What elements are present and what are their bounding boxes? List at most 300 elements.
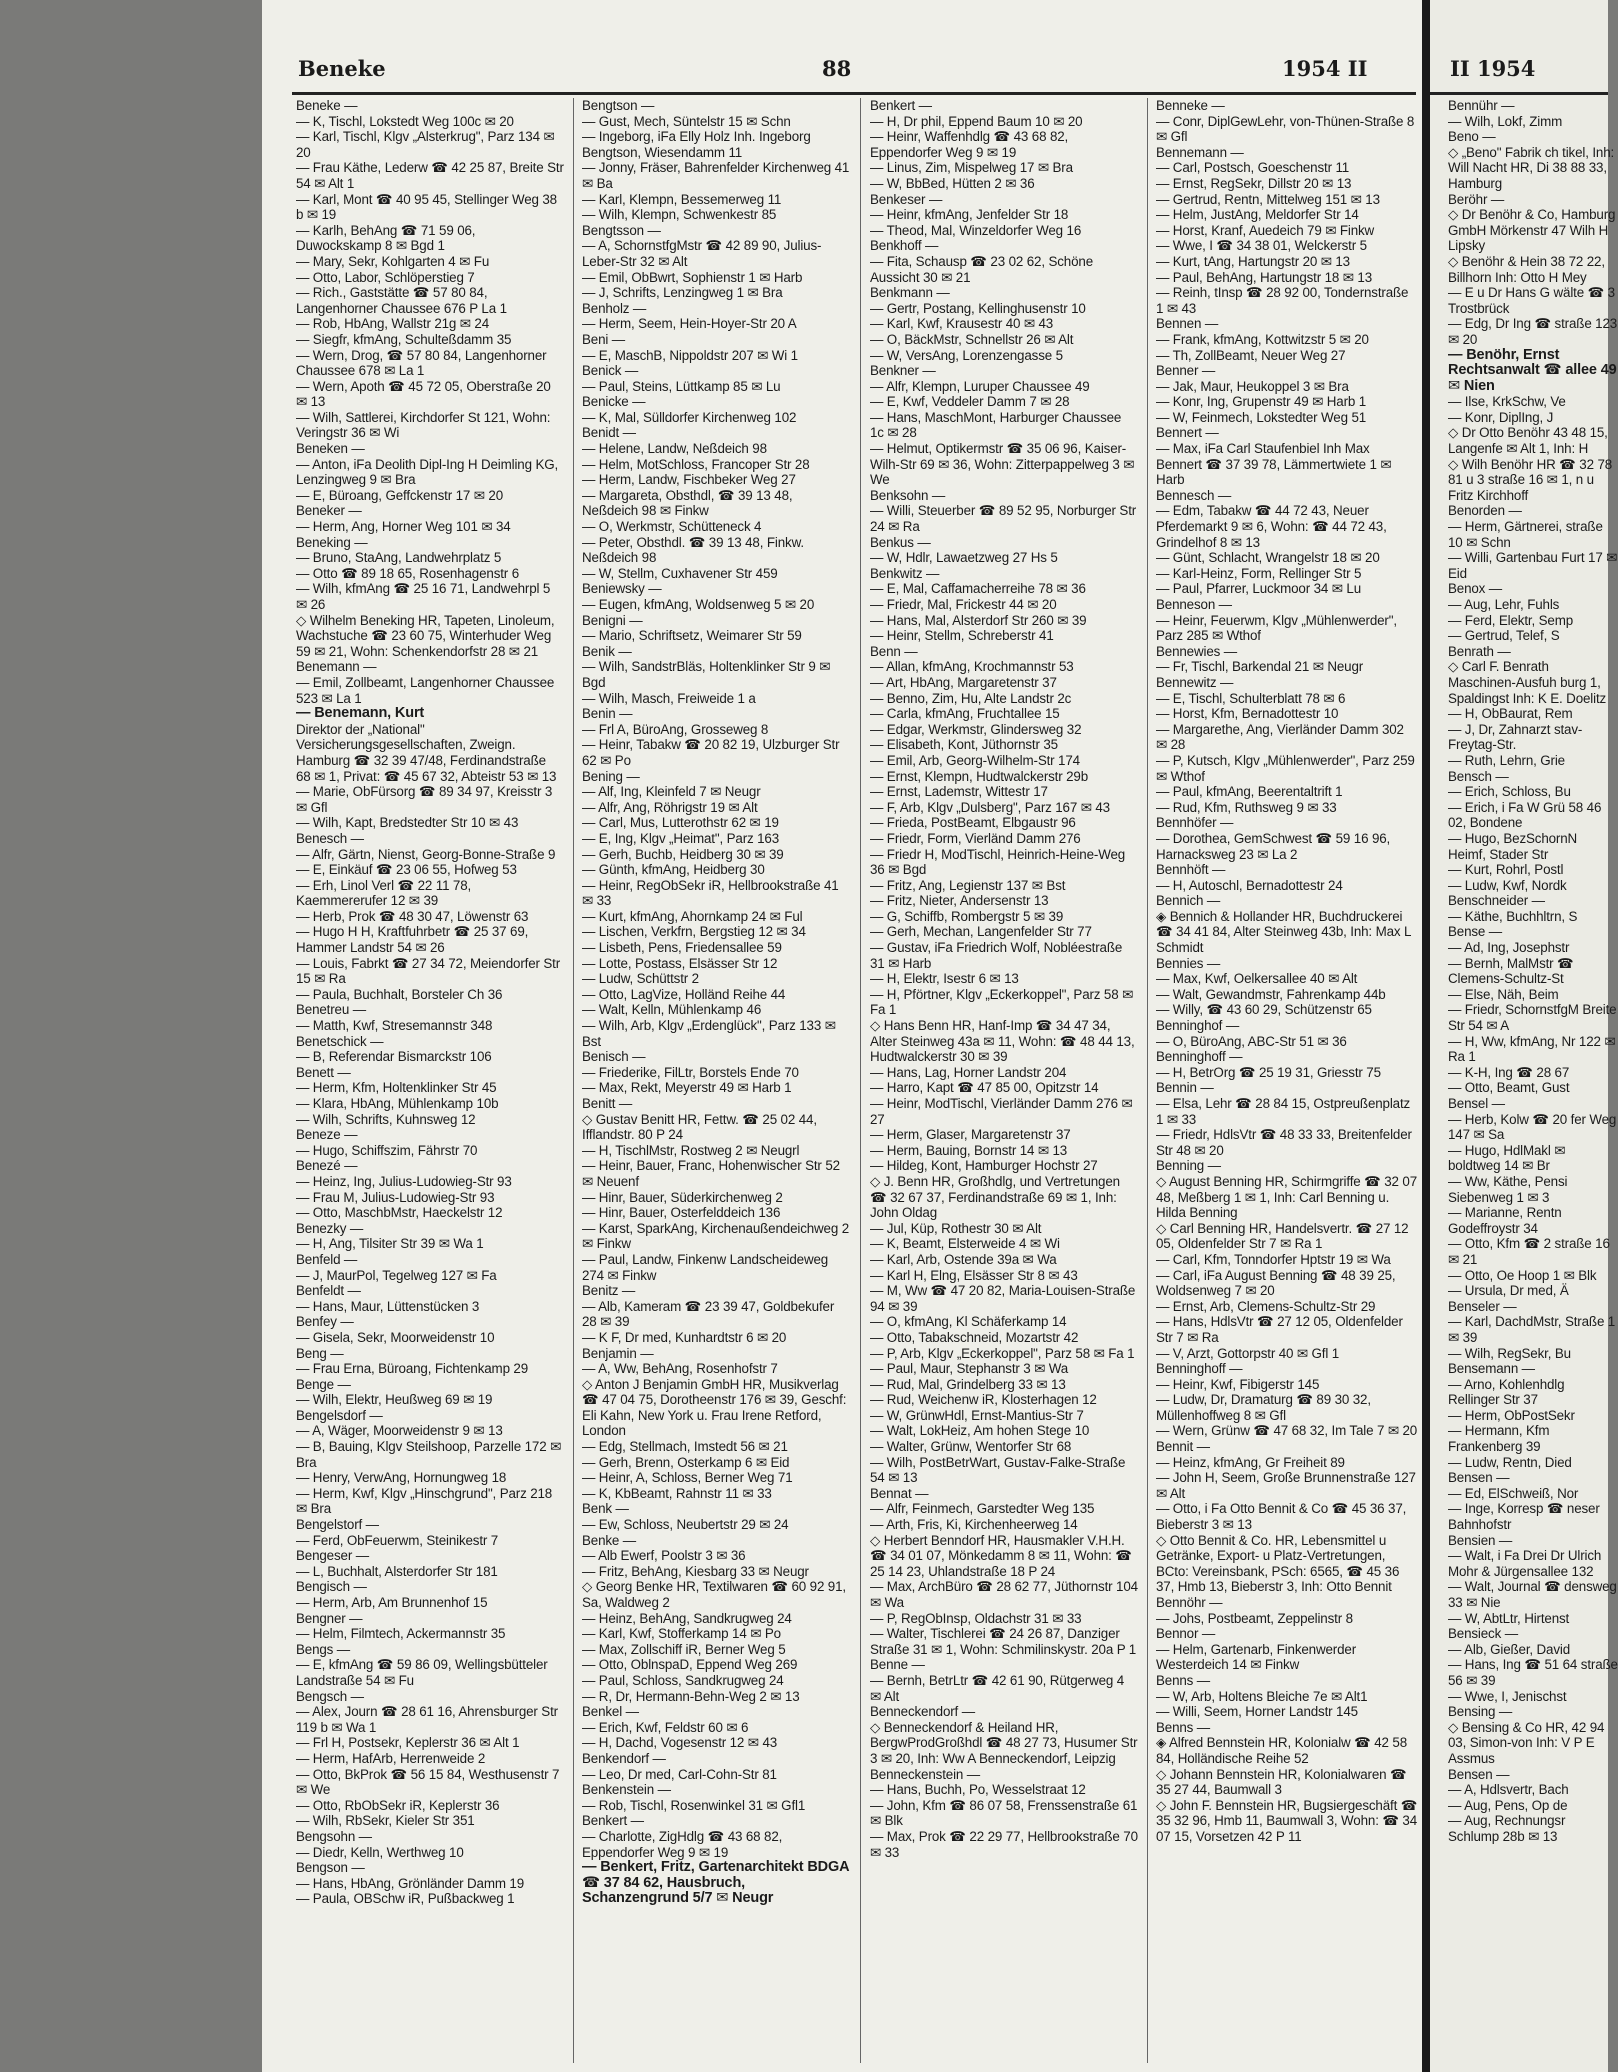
directory-entry: — E, kfmAng ☎ 59 86 09, Wellingsbütteler Landstraße 54 ✉ Fu xyxy=(296,1657,548,1688)
column-divider xyxy=(1147,98,1148,2063)
directory-entry: Bennemann — xyxy=(1156,144,1244,160)
directory-entry: — Kurt, Rohrl, Postl xyxy=(1448,862,1564,878)
directory-entry: — W, BbBed, Hütten 2 ✉ 36 xyxy=(870,175,1035,191)
directory-entry: — Ludw, Kwf, Nordk xyxy=(1448,877,1567,893)
directory-entry: — Karl H, Elng, Elsässer Str 8 ✉ 43 xyxy=(870,1267,1078,1283)
directory-entry: Benning — xyxy=(1156,1158,1221,1174)
directory-entry: Bennöhr — xyxy=(1156,1595,1223,1610)
directory-entry: — W, Stellm, Cuxhavener Str 459 xyxy=(582,565,778,581)
directory-entry: — Erich, Kwf, Feldstr 60 ✉ 6 xyxy=(582,1719,749,1735)
directory-entry: — Siegfr, kfmAng, Schulteßdamm 35 xyxy=(296,331,512,347)
directory-entry: — E, Ing, Klgv „Heimat", Parz 163 xyxy=(582,830,780,846)
directory-entry: Benkeser — xyxy=(870,191,943,207)
directory-entry: Bengner — xyxy=(296,1610,363,1626)
directory-entry: — Ludw, Dr, Dramaturg ☎ 89 30 32, Müllenhoffweg 8 ✉ Gfl xyxy=(1156,1392,1371,1423)
directory-entry: Beno — xyxy=(1448,129,1496,145)
directory-entry: — Alf, Ing, Kleinfeld 7 ✉ Neugr xyxy=(582,784,761,800)
directory-entry: — Wilh, Kapt, Bredstedter Str 10 ✉ 43 xyxy=(296,815,519,831)
directory-entry: — Friederike, FilLtr, Borstels Ende 70 xyxy=(582,1064,799,1080)
directory-entry: Benns — xyxy=(1156,1719,1211,1735)
directory-entry: — Friedr H, ModTischl, Heinrich-Heine-Weg 36 ✉ Bgd xyxy=(870,846,1126,878)
directory-entry: — Bernh, MalMstr ☎ Clemens-Schultz-St xyxy=(1448,955,1574,987)
directory-entry: — Horst, Kranf, Auedeich 79 ✉ Finkw xyxy=(1156,222,1375,238)
directory-entry: — Th, ZollBeamt, Neuer Weg 27 xyxy=(1156,347,1346,363)
directory-entry: — Fritz, Nieter, Andersenstr 13 xyxy=(870,893,1049,909)
directory-entry: Benner — xyxy=(1156,363,1216,379)
directory-entry: — W, AbtLtr, Hirtenst xyxy=(1448,1610,1570,1626)
directory-entry: — Mary, Sekr, Kohlgarten 4 ✉ Fu xyxy=(296,253,490,269)
directory-entry: Beröhr — xyxy=(1448,191,1505,207)
directory-entry: — E, Einkäuf ☎ 23 06 55, Hofweg 53 xyxy=(296,862,517,878)
directory-entry: — Frl H, Postsekr, Keplerstr 36 ✉ Alt 1 xyxy=(296,1735,520,1751)
directory-entry: — E u Dr Hans G wälte ☎ 3 Trostbrück xyxy=(1448,285,1615,316)
directory-entry: — Emil, Arb, Georg-Wilhelm-Str 174 xyxy=(870,752,1080,768)
directory-entry: — Klara, HbAng, Mühlenkamp 10b xyxy=(296,1096,499,1111)
directory-entry: Bensel — xyxy=(1448,1096,1505,1111)
directory-entry: Bennies — xyxy=(1156,955,1221,971)
directory-entry: — Harro, Kapt ☎ 47 85 00, Opitzstr 14 xyxy=(870,1080,1099,1096)
running-head-year: 1954 II xyxy=(1282,56,1368,81)
directory-entry: — Gertr, Postang, Kellinghusenstr 10 xyxy=(870,300,1086,316)
directory-entry: — John H, Seem, Große Brunnenstraße 127 ✉ Alt xyxy=(1156,1470,1416,1501)
directory-entry: Benitt — xyxy=(582,1096,633,1111)
directory-entry: — A, SchornstfgMstr ☎ 42 89 90, Julius-Leber-Str 32 ✉ Alt xyxy=(582,238,822,269)
directory-entry: Benk — xyxy=(582,1501,629,1517)
directory-entry: — Hans, Mal, Alsterdorf Str 260 ✉ 39 xyxy=(870,612,1087,628)
directory-entry: — W, VersAng, Lorenzengasse 5 xyxy=(870,347,1063,363)
directory-entry: — Rich., Gaststätte ☎ 57 80 84, Langenhorner Chaussee 676 P La 1 xyxy=(296,285,507,316)
directory-entry: — Herb, Prok ☎ 48 30 47, Löwenstr 63 xyxy=(296,908,529,924)
directory-entry: — Hildeg, Kont, Hamburger Hochstr 27 xyxy=(870,1158,1098,1174)
directory-entry: — Alb Ewerf, Poolstr 3 ✉ 36 xyxy=(582,1548,746,1564)
directory-entry: — Karl, Mont ☎ 40 95 45, Stellinger Weg 38 b ✉ 19 xyxy=(296,191,557,223)
directory-entry: — Otto, Beamt, Gust xyxy=(1448,1080,1570,1096)
directory-entry: — Wilh, SandstrBläs, Holtenklinker Str 9 ✉ Bgd xyxy=(582,659,831,690)
directory-entry: ◇ Otto Bennit & Co. HR, Lebensmittel u Getränke, Export- u Platz-Vertretungen, BCto: Vereinsbank, PSch: 6565, ☎ 45 36 37, Hmb 13, Bieberstr 3, Inh: Otto Bennit xyxy=(1156,1532,1400,1595)
directory-entry: Bening — xyxy=(582,768,640,784)
directory-entry: — Else, Näh, Beim xyxy=(1448,986,1559,1002)
directory-entry: Benninghoff — xyxy=(1156,1049,1243,1065)
running-head-year-right: II 1954 xyxy=(1450,56,1536,81)
directory-entry: — O, BäckMstr, Schnellstr 26 ✉ Alt xyxy=(870,331,1074,347)
directory-entry: Beneker — xyxy=(296,503,362,519)
directory-entry: Benns — xyxy=(1156,1672,1211,1688)
directory-entry: — Ferd, Elektr, Semp xyxy=(1448,612,1573,628)
directory-entry: Benemann — xyxy=(296,659,377,675)
directory-entry: Benidt — xyxy=(582,425,636,441)
directory-entry: — Fritz, Ang, Legienstr 137 ✉ Bst xyxy=(870,877,1066,893)
directory-entry: — G, Schiffb, Rombergstr 5 ✉ 39 xyxy=(870,908,1064,924)
directory-entry: — Bruno, StaAng, Landwehrplatz 5 xyxy=(296,550,502,566)
directory-entry: — Herm, HafArb, Herrenweide 2 xyxy=(296,1750,486,1766)
directory-entry: Benfeldt — xyxy=(296,1283,361,1299)
directory-entry: — Herb, Kolw ☎ 20 fer Weg 147 ✉ Sa xyxy=(1448,1111,1617,1143)
directory-entry: — E, Mal, Caffamacherreihe 78 ✉ 36 xyxy=(870,581,1086,597)
directory-entry: — Mario, Schriftsetz, Weimarer Str 59 xyxy=(582,628,802,644)
directory-entry: Bengelsdorf — xyxy=(296,1407,383,1423)
directory-entry: — Otto, Labor, Schlöperstieg 7 xyxy=(296,269,475,285)
directory-entry: — Wilh, Lokf, Zimm xyxy=(1448,113,1563,129)
directory-entry: — Hinr, Bauer, Süderkirchenweg 2 xyxy=(582,1189,783,1205)
directory-entry: Benisch — xyxy=(582,1049,646,1065)
directory-entry: — Hans, Buchh, Po, Wesselstraat 12 xyxy=(870,1782,1086,1798)
directory-entry: ◈ Bennich & Hollander HR, Buchdruckerei ☎ 34 41 84, Alter Steinweg 43b, Inh: Max L Schmidt xyxy=(1156,908,1411,956)
directory-entry: — Heinz, BehAng, Sandkrugweg 24 xyxy=(582,1610,792,1626)
directory-entry: — Käthe, Buchhltrn, S xyxy=(1448,908,1578,924)
directory-entry: — Helm, Filmtech, Ackermannstr 35 xyxy=(296,1626,506,1642)
directory-entry: — F, Arb, Klgv „Dulsberg", Parz 167 ✉ 43 xyxy=(870,799,1110,815)
directory-entry: Bengelstorf — xyxy=(296,1517,379,1533)
directory-entry: Benholz — xyxy=(582,300,647,316)
directory-entry: — Walter, Grünw, Wentorfer Str 68 xyxy=(870,1439,1072,1455)
directory-entry: — Gerh, Brenn, Osterkamp 6 ✉ Eid xyxy=(582,1454,790,1470)
directory-entry: — Frau Käthe, Lederw ☎ 42 25 87, Breite Str 54 ✉ Alt 1 xyxy=(296,160,564,191)
directory-entry: — Conr, DiplGewLehr, von-Thünen-Straße 8 ✉ Gfl xyxy=(1156,113,1415,145)
directory-entry: — Paul, Pfarrer, Luckmoor 34 ✉ Lu xyxy=(1156,581,1361,597)
directory-entry: Bennat — xyxy=(870,1485,929,1501)
directory-entry: — Frau Erna, Büroang, Fichtenkamp 29 xyxy=(296,1361,529,1377)
directory-entry: — Günt, Schlacht, Wrangelstr 18 ✉ 20 xyxy=(1156,550,1380,566)
directory-entry: — Linus, Zim, Mispelweg 17 ✉ Bra xyxy=(870,160,1073,176)
directory-entry: Bensen — xyxy=(1448,1766,1510,1782)
directory-entry: — Otto, RbObSekr iR, Keplerstr 36 xyxy=(296,1797,500,1813)
directory-entry: — E, Tischl, Schulterblatt 78 ✉ 6 xyxy=(1156,690,1346,706)
directory-entry: — Carl, Postsch, Goeschenstr 11 xyxy=(1156,160,1350,176)
directory-entry: — W, Arb, Holtens Bleiche 7e ✉ Alt1 xyxy=(1156,1688,1368,1704)
directory-entry: — Paul, Landw, Finkenw Landscheideweg 274 ✉ Finkw xyxy=(582,1251,829,1283)
directory-entry: — Herm, Landw, Fischbeker Weg 27 xyxy=(582,472,796,488)
directory-entry: — H, Dachd, Vogesenstr 12 ✉ 43 xyxy=(582,1735,778,1751)
directory-entry: Bengs — xyxy=(296,1641,351,1657)
directory-entry: — J, Dr, Zahnarzt stav-Freytag-Str. xyxy=(1448,721,1583,753)
directory-entry: — O, BüroAng, ABC-Str 51 ✉ 36 xyxy=(1156,1033,1347,1049)
directory-entry: Benkwitz — xyxy=(870,565,940,581)
directory-entry: — Jak, Maur, Heukoppel 3 ✉ Bra xyxy=(1156,378,1349,394)
directory-entry: — Jonny, Fräser, Bahrenfelder Kirchenweg 41 ✉ Ba xyxy=(582,160,850,191)
directory-entry: — Heinr, Stellm, Schreberstr 41 xyxy=(870,628,1054,644)
directory-entry: — Heinr, Feuerwm, Klgv „Mühlenwerder", Parz 285 ✉ Wthof xyxy=(1156,612,1397,644)
directory-entry: — K, Tischl, Lokstedt Weg 100c ✉ 20 xyxy=(296,113,514,129)
directory-entry: — Fita, Schausp ☎ 23 02 62, Schöne Aussicht 30 ✉ 21 xyxy=(870,253,1093,285)
directory-entry: Benkus — xyxy=(870,534,931,550)
directory-entry: Bennewies — xyxy=(1156,643,1237,659)
directory-page-left xyxy=(262,0,1422,2072)
directory-entry: — Paula, OBSchw iR, Pußbackweg 1 xyxy=(296,1891,515,1907)
directory-entry: ◇ Dr Benöhr & Co, Hamburg GmbH Mörkenstr 47 Wilh H Lipsky xyxy=(1448,207,1616,254)
directory-entry: — Reinh, tInsp ☎ 28 92 00, Tondernstraße 1 ✉ 43 xyxy=(1156,285,1409,316)
column-4 xyxy=(1156,98,1418,2063)
directory-entry: — Paul, kfmAng, Beerentaltrift 1 xyxy=(1156,784,1343,800)
directory-entry: — Ed, ElSchweiß, Nor xyxy=(1448,1485,1579,1501)
running-head-name: Beneke xyxy=(298,56,386,81)
directory-entry: — Max, Rekt, Meyerstr 49 ✉ Harb 1 xyxy=(582,1080,792,1096)
directory-entry: — Carl, iFa August Benning ☎ 48 39 25, Woldsenweg 7 ✉ 20 xyxy=(1156,1267,1396,1299)
directory-entry: ◇ „Beno" Fabrik ch tikel, Inh: Will Nacht HR, Di 38 88 33, Hamburg xyxy=(1448,144,1615,191)
directory-entry: — Alb, Kameram ☎ 23 39 47, Goldbekufer 28 ✉ 39 xyxy=(582,1298,835,1330)
directory-entry: Bensen — xyxy=(1448,1470,1510,1486)
directory-entry: — R, Dr, Hermann-Behn-Weg 2 ✉ 13 xyxy=(582,1688,800,1704)
directory-entry: — Aug, Rechnungsr Schlump 28b ✉ 13 xyxy=(1448,1813,1566,1844)
directory-entry: Benkner — xyxy=(870,363,936,379)
page-number: 88 xyxy=(822,56,852,81)
directory-entry: — K, Beamt, Elsterweide 4 ✉ Wi xyxy=(870,1236,1060,1252)
directory-entry: — Otto, Kfm ☎ 2 straße 16 ✉ 21 xyxy=(1448,1236,1610,1267)
directory-entry: — Jul, Küp, Rothestr 30 ✉ Alt xyxy=(870,1220,1042,1236)
directory-entry: Benesch — xyxy=(296,830,364,846)
directory-entry: — Heinr, Bauer, Franc, Hohenwischer Str 52 ✉ Neuenf xyxy=(582,1158,840,1189)
directory-entry: — Kurt, kfmAng, Ahornkamp 24 ✉ Ful xyxy=(582,908,803,924)
directory-entry: — Herm, Bauing, Bornstr 14 ✉ 13 xyxy=(870,1142,1068,1158)
column-2 xyxy=(582,98,850,2063)
directory-entry: Benetschick — xyxy=(296,1033,384,1049)
directory-entry: Benin — xyxy=(582,706,633,722)
directory-entry: Benfey — xyxy=(296,1314,354,1330)
directory-entry: — Hugo, Schiffszim, Fährstr 70 xyxy=(296,1142,478,1158)
directory-entry: Benjamin — xyxy=(582,1345,654,1361)
directory-entry: — Herm, Kwf, Klgv „Hinschgrund", Parz 218 ✉ Bra xyxy=(296,1485,553,1517)
directory-entry: Benneson — xyxy=(1156,597,1232,612)
directory-entry: — Anton, iFa Deolith Dipl-Ing H Deimling KG, Lenzingweg 9 ✉ Bra xyxy=(296,456,559,488)
directory-entry: — Heinz, Ing, Julius-Ludowieg-Str 93 xyxy=(296,1173,512,1189)
directory-entry: Benezky — xyxy=(296,1220,364,1236)
directory-entry: Bennor — xyxy=(1156,1626,1216,1642)
directory-entry: — Helene, Landw, Neßdeich 98 xyxy=(582,441,767,457)
directory-entry: ◇ Georg Benke HR, Textilwaren ☎ 60 92 91, Sa, Waldweg 2 xyxy=(582,1579,846,1610)
directory-entry: — Diedr, Kelln, Werthweg 10 xyxy=(296,1844,464,1860)
directory-entry: — Art, HbAng, Margaretenstr 37 xyxy=(870,674,1057,690)
directory-entry: — Ursula, Dr med, Ä xyxy=(1448,1283,1569,1299)
directory-entry: — O, kfmAng, Kl Schäferkamp 14 xyxy=(870,1314,1067,1330)
directory-entry: — Willi, Seem, Horner Landstr 145 xyxy=(1156,1704,1358,1720)
directory-entry: Benneckendorf — xyxy=(870,1704,975,1720)
directory-entry: — Margareta, Obsthdl, ☎ 39 13 48, Neßdeich 98 ✉ Finkw xyxy=(582,487,793,519)
directory-entry: — Lischen, Verkfrn, Bergstieg 12 ✉ 34 xyxy=(582,924,806,940)
directory-entry: Bennhöfer — xyxy=(1156,815,1234,831)
directory-entry: — Karl, Tischl, Klgv „Alsterkrug", Parz 134 ✉ 20 xyxy=(296,129,555,160)
directory-entry: Benge — xyxy=(296,1376,351,1392)
directory-entry: Benneke — xyxy=(1156,98,1225,113)
directory-entry: — Allan, kfmAng, Krochmannstr 53 xyxy=(870,659,1074,675)
directory-entry: Benorden — xyxy=(1448,503,1522,519)
directory-entry: — Karlh, BehAng ☎ 71 59 06, Duwockskamp 8 ✉ Bgd 1 xyxy=(296,222,476,254)
directory-entry: Benfeld — xyxy=(296,1251,358,1267)
directory-entry: — A, Wäger, Moorweidenstr 9 ✉ 13 xyxy=(296,1423,503,1439)
directory-entry: — Wilh, Masch, Freiweide 1 a xyxy=(582,690,756,706)
directory-entry: — Karl, Klempn, Bessemerweg 11 xyxy=(582,191,782,207)
directory-entry: — Carla, kfmAng, Fruchtallee 15 xyxy=(870,706,1060,722)
directory-entry: ◇ Hans Benn HR, Hanf-Imp ☎ 34 47 34, Alter Steinweg 43a ✉ 11, Wohn: ☎ 48 44 13, Hudtwalckerstr 30 ✉ 39 xyxy=(870,1018,1135,1065)
directory-entry: — A, Ww, BehAng, Rosenhofstr 7 xyxy=(582,1361,778,1377)
directory-entry: — Wern, Drog, ☎ 57 80 84, Langenhorner Chaussee 678 ✉ La 1 xyxy=(296,347,547,379)
directory-entry: — Paul, Steins, Lüttkamp 85 ✉ Lu xyxy=(582,378,781,394)
directory-entry: — Heinz, kfmAng, Gr Freiheit 89 xyxy=(1156,1454,1345,1470)
directory-entry: — Karl-Heinz, Form, Rellinger Str 5 xyxy=(1156,565,1362,581)
directory-entry: ◇ John F. Bennstein HR, Bugsiergeschäft ☎ 35 32 96, Hmb 11, Baumwall 3, Wohn: ☎ 34 07 15, Vorsetzen 42 P 11 xyxy=(1156,1797,1418,1844)
directory-entry: — Wilh, kfmAng ☎ 25 16 71, Landwehrpl 5 ✉ 26 xyxy=(296,581,551,612)
directory-entry: Beneze — xyxy=(296,1127,358,1143)
directory-entry: — Paula, Buchhalt, Borsteler Ch 36 xyxy=(296,986,503,1002)
directory-entry: — Edg, Dr Ing ☎ straße 123 ✉ 20 xyxy=(1448,316,1618,347)
directory-entry: — Herm, Ang, Horner Weg 101 ✉ 34 xyxy=(296,519,511,535)
directory-entry: — Ingeborg, iFa Elly Holz Inh. Ingeborg Bengtson, Wiesendamm 11 xyxy=(582,129,811,160)
directory-page-right-edge xyxy=(1422,0,1618,2072)
directory-entry: — Wilh, PostBetrWart, Gustav-Falke-Straße 54 ✉ 13 xyxy=(870,1454,1126,1486)
directory-entry: — Arno, Kohlenhdlg Rellinger Str 37 xyxy=(1448,1376,1565,1408)
directory-entry: — Aug, Pens, Op de xyxy=(1448,1797,1568,1813)
directory-entry: — Inge, Korresp ☎ neser Bahnhofstr xyxy=(1448,1501,1600,1533)
directory-entry: — Paul, Schloss, Sandkrugweg 24 xyxy=(582,1672,784,1688)
directory-entry: ◇ J. Benn HR, Großhdlg, und Vertretungen ☎ 32 67 37, Ferdinandstraße 69 ✉ 1, Inh: John Oldag xyxy=(870,1173,1120,1221)
directory-entry: — Karl, Kwf, Stofferkamp 14 ✉ Po xyxy=(582,1626,781,1642)
directory-entry: — Otto, i Fa Otto Bennit & Co ☎ 45 36 37, Bieberstr 3 ✉ 13 xyxy=(1156,1501,1407,1533)
directory-entry: Bennewitz — xyxy=(1156,674,1234,690)
directory-entry: Benschneider — xyxy=(1448,893,1545,909)
directory-entry: — Herm, Gärtnerei, straße 10 ✉ Schn xyxy=(1448,519,1603,550)
directory-entry: Bennühr — xyxy=(1448,98,1515,113)
directory-entry: — L, Buchhalt, Alsterdorfer Str 181 xyxy=(296,1563,498,1579)
directory-entry: — Frl A, BüroAng, Grosseweg 8 xyxy=(582,721,769,737)
directory-entry: — Heinr, RegObSekr iR, Hellbrookstraße 41 ✉ 33 xyxy=(582,877,839,909)
directory-entry: — Lotte, Postass, Elsässer Str 12 xyxy=(582,955,778,971)
directory-entry: — K F, Dr med, Kunhardtstr 6 ✉ 20 xyxy=(582,1329,787,1345)
directory-entry: — Ferd, ObFeuerwm, Steinikestr 7 xyxy=(296,1532,499,1548)
directory-entry: — Herm, Seem, Hein-Hoyer-Str 20 A xyxy=(582,316,797,332)
directory-entry: Benett — xyxy=(296,1064,351,1080)
directory-entry: — Dorothea, GemSchwest ☎ 59 16 96, Harnacksweg 23 ✉ La 2 xyxy=(1156,830,1391,862)
directory-entry: — Konr, DiplIng, J xyxy=(1448,409,1554,425)
directory-entry: — Theod, Mal, Winzeldorfer Weg 16 xyxy=(870,222,1082,238)
directory-entry: — Ilse, KrkSchw, Ve xyxy=(1448,394,1566,410)
directory-entry: Benezé — xyxy=(296,1158,358,1174)
directory-entry: — Paul, BehAng, Hartungstr 18 ✉ 13 xyxy=(1156,269,1373,285)
directory-entry: — Otto ☎ 89 18 65, Rosenhagenstr 6 xyxy=(296,565,519,581)
directory-entry: — H, TischlMstr, Rostweg 2 ✉ Neugrl xyxy=(582,1142,800,1158)
directory-entry: — Helm, JustAng, Meldorfer Str 14 xyxy=(1156,207,1359,223)
directory-entry: Benox — xyxy=(1448,581,1503,597)
directory-entry: — H, Pförtner, Klgv „Eckerkoppel", Parz 58 ✉ Fa 1 xyxy=(870,986,1134,1018)
directory-entry: — W, Feinmech, Lokstedter Weg 51 xyxy=(1156,409,1367,425)
directory-entry: — Walt, Journal ☎ densweg 33 ✉ Nie xyxy=(1448,1579,1617,1610)
directory-entry: — Gisela, Sekr, Moorweidenstr 10 xyxy=(296,1329,495,1345)
directory-entry: — A, Hdlsvertr, Bach xyxy=(1448,1782,1569,1798)
directory-entry: — Edg, Stellmach, Imstedt 56 ✉ 21 xyxy=(582,1439,788,1455)
directory-entry: — Max, Zollschiff iR, Berner Weg 5 xyxy=(582,1641,786,1657)
directory-entry: — Heinr, A, Schloss, Berner Weg 71 xyxy=(582,1470,793,1486)
directory-entry: — Günth, kfmAng, Heidberg 30 xyxy=(582,862,765,878)
directory-entry: — Wilh, Arb, Klgv „Erdenglück", Parz 133 ✉ Bst xyxy=(582,1018,836,1049)
directory-entry: — H, Dr phil, Eppend Baum 10 ✉ 20 xyxy=(870,113,1083,129)
directory-entry: Bensing — xyxy=(1448,1704,1513,1720)
directory-entry: — W, Hdlr, Lawaetzweg 27 Hs 5 xyxy=(870,550,1058,566)
directory-entry: — K-H, Ing ☎ 28 67 xyxy=(1448,1064,1570,1080)
directory-entry: — Rud, Mal, Grindelberg 33 ✉ 13 xyxy=(870,1376,1066,1392)
directory-entry: ◇ Benöhr & Hein 38 72 22, Billhorn Inh: Otto H Mey xyxy=(1448,253,1605,285)
directory-entry: — Elsa, Lehr ☎ 28 84 15, Ostpreußenplatz 1 ✉ 33 xyxy=(1156,1096,1411,1127)
directory-entry: — Willy, ☎ 43 60 29, Schützenstr 65 xyxy=(1156,1002,1372,1018)
directory-entry: — H, Autoschl, Bernadottestr 24 xyxy=(1156,877,1343,893)
directory-entry: — Herm, ObPostSekr xyxy=(1448,1407,1575,1423)
directory-entry: Bengisch — xyxy=(296,1579,367,1595)
directory-entry: — Wwe, I, Jenischst xyxy=(1448,1688,1567,1704)
column-1 xyxy=(296,98,564,2063)
directory-entry: — Walter, Tischlerei ☎ 24 26 87, Danziger Straße 31 ✉ 1, Wohn: Schmilinskystr. 20a P 1 xyxy=(870,1626,1137,1657)
directory-entry: — Walt, Gewandmstr, Fahrenkamp 44b xyxy=(1156,986,1386,1002)
directory-entry: — Max, Prok ☎ 22 29 77, Hellbrookstraße 70 ✉ 33 xyxy=(870,1828,1138,1860)
directory-entry: — Emil, Zollbeamt, Langenhorner Chaussee 523 ✉ La 1 xyxy=(296,674,555,706)
directory-entry: — Willi, Steuerber ☎ 89 52 95, Norburger Str 24 ✉ Ra xyxy=(870,503,1137,535)
directory-entry: Beng — xyxy=(296,1345,344,1361)
directory-entry: — E, MaschB, Nippoldstr 207 ✉ Wi 1 xyxy=(582,347,798,363)
directory-entry: Bennin — xyxy=(1156,1080,1214,1096)
directory-entry: Beneking — xyxy=(296,534,368,550)
directory-entry: Bengsch — xyxy=(296,1688,364,1704)
directory-entry: ◇ Dr Otto Benöhr 43 48 15, Langenfe ✉ Alt 1, Inh: H xyxy=(1448,425,1608,457)
directory-entry: — Benno, Zim, Hu, Alte Landstr 2c xyxy=(870,690,1072,706)
directory-entry: — Wern, Grünw ☎ 47 68 32, Im Tale 7 ✉ 20 xyxy=(1156,1423,1418,1439)
directory-entry: Beniewsky — xyxy=(582,581,662,597)
directory-entry: — Alfr, Feinmech, Garstedter Weg 135 xyxy=(870,1501,1095,1517)
directory-entry: Benicke — xyxy=(582,394,646,410)
directory-entry: Bengeser — xyxy=(296,1548,369,1564)
directory-entry: — Johs, Postbeamt, Zeppelinstr 8 xyxy=(1156,1610,1353,1626)
directory-entry: Bensemann — xyxy=(1448,1361,1535,1377)
directory-entry: — Marie, ObFürsorg ☎ 89 34 97, Kreisstr 3 ✉ Gfl xyxy=(296,784,553,815)
directory-entry: — Kurt, tAng, Hartungstr 20 ✉ 13 xyxy=(1156,253,1350,269)
directory-entry: Benksohn — xyxy=(870,487,946,503)
directory-entry: — H, Ww, kfmAng, Nr 122 ✉ Ra 1 xyxy=(1448,1033,1616,1065)
directory-entry: — Hans, Lag, Horner Landstr 204 xyxy=(870,1064,1067,1080)
directory-entry: — Gust, Mech, Süntelstr 15 ✉ Schn xyxy=(582,113,791,129)
directory-entry: Benkendorf — xyxy=(582,1750,666,1766)
directory-entry: ◈ Alfred Bennstein HR, Kolonialw ☎ 42 58 84, Holländische Reihe 52 xyxy=(1156,1735,1407,1766)
directory-entry: Bengson — xyxy=(296,1860,365,1876)
directory-entry: — Edm, Tabakw ☎ 44 72 43, Neuer Pferdemarkt 9 ✉ 6, Wohn: ☎ 44 72 43, Grindelhof 8 ✉ 13 xyxy=(1156,503,1387,550)
directory-entry: — Karl, Kwf, Krausestr 40 ✉ 43 xyxy=(870,316,1054,332)
directory-entry: — Ww, Käthe, Pensi Siebenweg 1 ✉ 3 xyxy=(1448,1173,1568,1205)
directory-entry: — Heinr, Waffenhdlg ☎ 43 68 82, Eppendorfer Weg 9 ✉ 19 xyxy=(870,129,1069,160)
directory-entry: — Helmut, Optikermstr ☎ 35 06 96, Kaiser-Wilh-Str 69 ✉ 36, Wohn: Zitterpappelweg 3 ✉ We xyxy=(870,441,1135,488)
directory-entry: — Alfr, Gärtn, Nienst, Georg-Bonne-Straße 9 xyxy=(296,846,556,862)
directory-entry: — Wilh, Elektr, Heußweg 69 ✉ 19 xyxy=(296,1392,493,1408)
header-rule-right xyxy=(1430,92,1608,95)
directory-entry: Bense — xyxy=(1448,924,1503,940)
directory-entry: Benkel — xyxy=(582,1704,639,1720)
directory-entry: — Helm, Gartenarb, Finkenwerder Westerdeich 14 ✉ Finkw xyxy=(1156,1641,1357,1673)
directory-entry: ◇ August Benning HR, Schirmgriffe ☎ 32 07 48, Meßberg 1 ✉ 1, Inh: Carl Benning u. Hilda Benning xyxy=(1156,1173,1418,1221)
directory-entry: Benkert — xyxy=(870,98,932,113)
directory-entry: Bensieck — xyxy=(1448,1626,1518,1642)
directory-entry: — J, MaurPol, Tegelweg 127 ✉ Fa xyxy=(296,1267,497,1283)
directory-entry: — Otto, LagVize, Holländ Reihe 44 xyxy=(582,986,786,1002)
directory-entry: — Fritz, BehAng, Kiesbarg 33 ✉ Neugr xyxy=(582,1563,809,1579)
directory-entry: — Herm, Glaser, Margaretenstr 37 xyxy=(870,1127,1071,1143)
directory-entry: Benkenstein — xyxy=(582,1782,671,1798)
directory-entry: ◇ Carl F. Benrath Maschinen-Ausfuh burg 1, Spaldingst Inh: K E. Doelitz xyxy=(1448,659,1607,706)
directory-entry: — P, RegObInsp, Oldachstr 31 ✉ 33 xyxy=(870,1610,1082,1626)
directory-entry: ◇ Herbert Benndorf HR, Hausmakler V.H.H. ☎ 34 01 07, Mönkedamm 8 ✉ 11, Wohn: ☎ 25 14 23, Uhlandstraße 18 P 24 xyxy=(870,1532,1132,1579)
directory-entry: — Erich, Schloss, Bu xyxy=(1448,784,1571,800)
directory-entry: Benitz — xyxy=(582,1283,636,1299)
directory-entry: — E, Büroang, Geffckenstr 17 ✉ 20 xyxy=(296,487,503,503)
directory-entry: Bennhöft — xyxy=(1156,862,1226,878)
directory-entry: — Ernst, Arb, Clemens-Schultz-Str 29 xyxy=(1156,1298,1376,1314)
directory-entry: — Arth, Fris, Ki, Kirchenheerweg 14 xyxy=(870,1517,1078,1533)
directory-entry: — Max, iFa Carl Staufenbiel Inh Max Bennert ☎ 37 39 78, Lämmertwiete 1 ✉ Harb xyxy=(1156,441,1392,488)
directory-entry: — Willi, Gartenbau Furt 17 ✉ Eid xyxy=(1448,550,1618,581)
directory-entry: — H, Ang, Tilsiter Str 39 ✉ Wa 1 xyxy=(296,1236,484,1252)
directory-entry: — Karl, Arb, Ostende 39a ✉ Wa xyxy=(870,1251,1057,1267)
directory-entry: — H, BetrOrg ☎ 25 19 31, Griesstr 75 xyxy=(1156,1064,1381,1080)
